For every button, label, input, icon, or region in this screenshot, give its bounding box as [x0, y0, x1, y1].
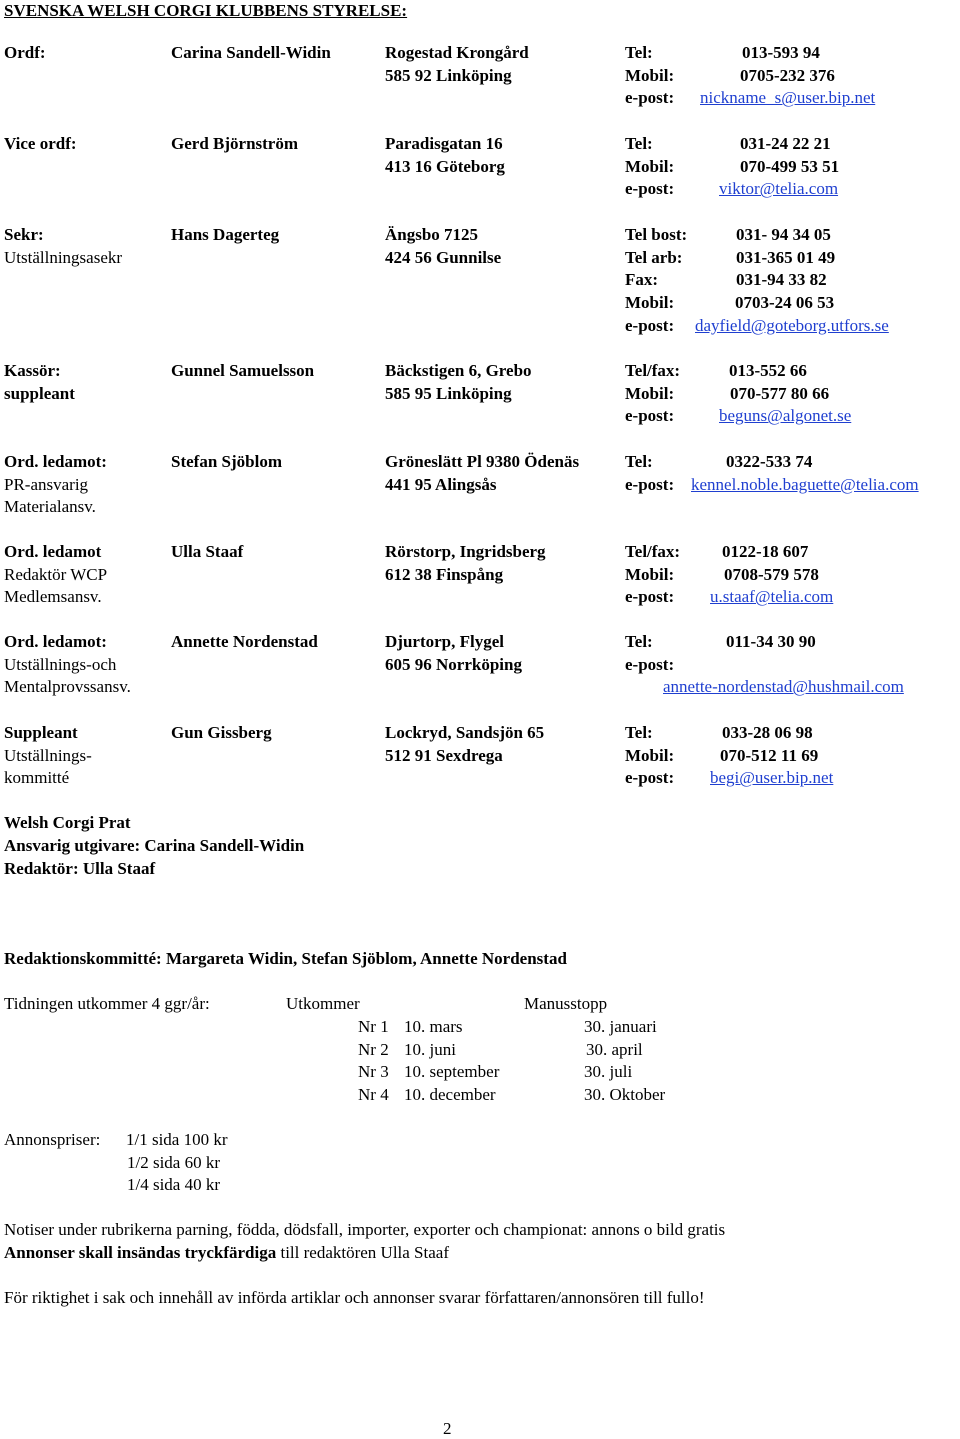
- schedule-nr: Nr 3: [358, 1062, 389, 1082]
- editorial-committee: Redaktionskommitté: Margareta Widin, Stefan Sjöblom, Annette Nordenstad: [4, 949, 567, 968]
- contact-value: 0708-579 578: [724, 564, 819, 584]
- notes-line-3: För riktighet i sak och innehåll av införda artiklar och annonser svarar författaren/annonsören till fullo!: [4, 1288, 705, 1307]
- notes-line-2-bold: Annonser skall insändas tryckfärdiga: [4, 1243, 277, 1262]
- contact-label: e-post:: [625, 88, 675, 108]
- schedule-col-issue: Utkommer: [286, 994, 360, 1013]
- contact-label: Tel/fax:: [625, 361, 681, 380]
- member-role: Utställnings-: [4, 745, 92, 765]
- member-role: Mentalprovssansv.: [4, 677, 131, 697]
- email-link[interactable]: beguns@algonet.se: [719, 406, 852, 426]
- schedule-deadline: 30. Oktober: [584, 1085, 666, 1105]
- member-address-line: Lockryd, Sandsjön 65: [385, 723, 545, 742]
- member-address-line: 512 91 Sexdrega: [385, 745, 503, 765]
- member-address-line: 424 56 Gunnilse: [385, 247, 502, 267]
- member-address-line: 585 92 Linköping: [385, 65, 512, 85]
- schedule-nr: Nr 1: [358, 1017, 389, 1036]
- member-address-line: Rogestad Krongård: [385, 43, 529, 62]
- member-role: kommitté: [4, 768, 70, 788]
- email-link[interactable]: viktor@telia.com: [719, 179, 839, 199]
- member-name: Gerd Björnström: [171, 134, 299, 153]
- member-name: Hans Dagerteg: [171, 225, 280, 244]
- contact-label: e-post:: [625, 768, 675, 788]
- member-name: Ulla Staaf: [171, 542, 244, 561]
- email-link[interactable]: nickname_s@user.bip.net: [700, 88, 876, 108]
- contact-label: e-post:: [625, 179, 675, 199]
- member-address-line: 612 38 Finspång: [385, 564, 504, 584]
- contact-value: 011-34 30 90: [726, 632, 816, 651]
- contact-label: e-post:: [625, 474, 675, 494]
- member-role: suppleant: [4, 383, 75, 403]
- member-role: Ord. ledamot: [4, 542, 102, 561]
- publication-title: Welsh Corgi Prat: [4, 813, 131, 832]
- contact-value: 070-499 53 51: [740, 156, 840, 176]
- member-role: Ordf:: [4, 43, 46, 62]
- contact-label: e-post:: [625, 587, 675, 607]
- email-link[interactable]: u.staaf@telia.com: [710, 587, 834, 607]
- contact-label: Tel/fax:: [625, 542, 681, 561]
- contact-label: Tel:: [625, 43, 653, 62]
- contact-value: 031-365 01 49: [736, 247, 836, 267]
- member-role: PR-ansvarig: [4, 474, 89, 494]
- member-address-line: Djurtorp, Flygel: [385, 632, 504, 651]
- contact-value: 031-94 33 82: [736, 270, 827, 290]
- member-role: Redaktör WCP: [4, 564, 108, 584]
- ad-price: 1/1 sida 100 kr: [126, 1130, 228, 1149]
- contact-label: Mobil:: [625, 564, 675, 584]
- member-address-line: Ängsbo 7125: [385, 225, 479, 244]
- contact-label: Tel arb:: [625, 247, 683, 267]
- contact-label: Tel:: [625, 452, 653, 471]
- member-role: Utställnings-och: [4, 654, 117, 674]
- page-number: 2: [443, 1419, 452, 1438]
- member-role: Suppleant: [4, 723, 78, 742]
- contact-value: 033-28 06 98: [722, 723, 813, 742]
- schedule-issue-date: 10. juni: [404, 1039, 456, 1059]
- email-link[interactable]: dayfield@goteborg.utfors.se: [695, 315, 889, 335]
- member-role: Ord. ledamot:: [4, 452, 107, 471]
- notes-line-1: Notiser under rubrikerna parning, födda, dödsfall, importer, exporter och championat: annons o bild gratis: [4, 1220, 726, 1239]
- schedule-issue-date: 10. september: [404, 1062, 500, 1082]
- publication-editor: Redaktör: Ulla Staaf: [4, 859, 156, 878]
- contact-label: Tel:: [625, 723, 653, 742]
- contact-label: Tel:: [625, 632, 653, 651]
- contact-value: 031-24 22 21: [740, 134, 831, 153]
- member-name: Gun Gissberg: [171, 723, 272, 742]
- contact-label: Mobil:: [625, 745, 675, 765]
- contact-label: Mobil:: [625, 65, 675, 85]
- ad-price: 1/2 sida 60 kr: [127, 1152, 221, 1172]
- contact-label: e-post:: [625, 315, 675, 335]
- publication-publisher: Ansvarig utgivare: Carina Sandell-Widin: [4, 836, 305, 855]
- member-role: Utställningsasekr: [4, 247, 123, 267]
- email-link[interactable]: kennel.noble.baguette@telia.com: [691, 474, 919, 494]
- member-role: Materialansv.: [4, 497, 96, 517]
- member-address-line: 413 16 Göteborg: [385, 156, 505, 176]
- email-link[interactable]: begi@user.bip.net: [710, 768, 834, 788]
- member-role: Kassör:: [4, 361, 61, 380]
- schedule-issue-date: 10. mars: [404, 1017, 463, 1036]
- schedule-col-deadline: Manusstopp: [524, 994, 608, 1013]
- schedule-intro: Tidningen utkommer 4 ggr/år:: [4, 994, 210, 1013]
- member-name: Carina Sandell-Widin: [171, 43, 331, 62]
- member-role: Vice ordf:: [4, 134, 77, 153]
- member-address-line: Bäckstigen 6, Grebo: [385, 361, 532, 380]
- member-address-line: Paradisgatan 16: [385, 134, 503, 153]
- schedule-deadline: 30. januari: [584, 1017, 657, 1036]
- schedule-nr: Nr 4: [358, 1085, 389, 1105]
- contact-label: Mobil:: [625, 383, 675, 403]
- contact-value: 070-512 11 69: [720, 745, 819, 765]
- notes-line-2-rest: till redaktören Ulla Staaf: [276, 1243, 449, 1262]
- contact-value: 0705-232 376: [740, 65, 835, 85]
- page-heading: SVENSKA WELSH CORGI KLUBBENS STYRELSE:: [4, 1, 408, 20]
- member-name: Stefan Sjöblom: [171, 452, 282, 471]
- contact-value: 0322-533 74: [726, 452, 813, 471]
- member-address-line: Rörstorp, Ingridsberg: [385, 542, 546, 561]
- member-address-line: 441 95 Alingsås: [385, 474, 497, 494]
- contact-label: e-post:: [625, 406, 675, 426]
- ads-label: Annonspriser:: [4, 1130, 101, 1149]
- member-address-line: Gröneslätt Pl 9380 Ödenäs: [385, 452, 580, 471]
- member-address-line: 605 96 Norrköping: [385, 654, 522, 674]
- contact-label: Mobil:: [625, 293, 675, 313]
- contact-value: 013-593 94: [742, 43, 820, 62]
- schedule-deadline: 30. juli: [584, 1062, 633, 1082]
- contact-value: 0122-18 607: [722, 542, 809, 561]
- schedule-deadline: 30. april: [586, 1039, 643, 1059]
- ad-price: 1/4 sida 40 kr: [127, 1175, 221, 1195]
- contact-label: Fax:: [625, 270, 659, 290]
- contact-label: Tel:: [625, 134, 653, 153]
- schedule-nr: Nr 2: [358, 1039, 389, 1059]
- member-role: Medlemsansv.: [4, 587, 102, 607]
- schedule-issue-date: 10. december: [404, 1085, 496, 1105]
- contact-label: Mobil:: [625, 156, 675, 176]
- notes-line-2: [4, 1244, 449, 1261]
- member-role: Ord. ledamot:: [4, 632, 107, 651]
- member-address-line: 585 95 Linköping: [385, 383, 512, 403]
- contact-value: 0703-24 06 53: [735, 293, 835, 313]
- contact-value: 070-577 80 66: [730, 383, 830, 403]
- member-role: Sekr:: [4, 225, 44, 244]
- contact-value: 013-552 66: [729, 361, 807, 380]
- member-name: Gunnel Samuelsson: [171, 361, 315, 380]
- contact-value: 031- 94 34 05: [736, 225, 831, 244]
- contact-label: e-post:: [625, 654, 675, 674]
- email-link[interactable]: annette-nordenstad@hushmail.com: [663, 677, 904, 697]
- contact-label: Tel bost:: [625, 225, 688, 244]
- member-name: Annette Nordenstad: [171, 632, 318, 651]
